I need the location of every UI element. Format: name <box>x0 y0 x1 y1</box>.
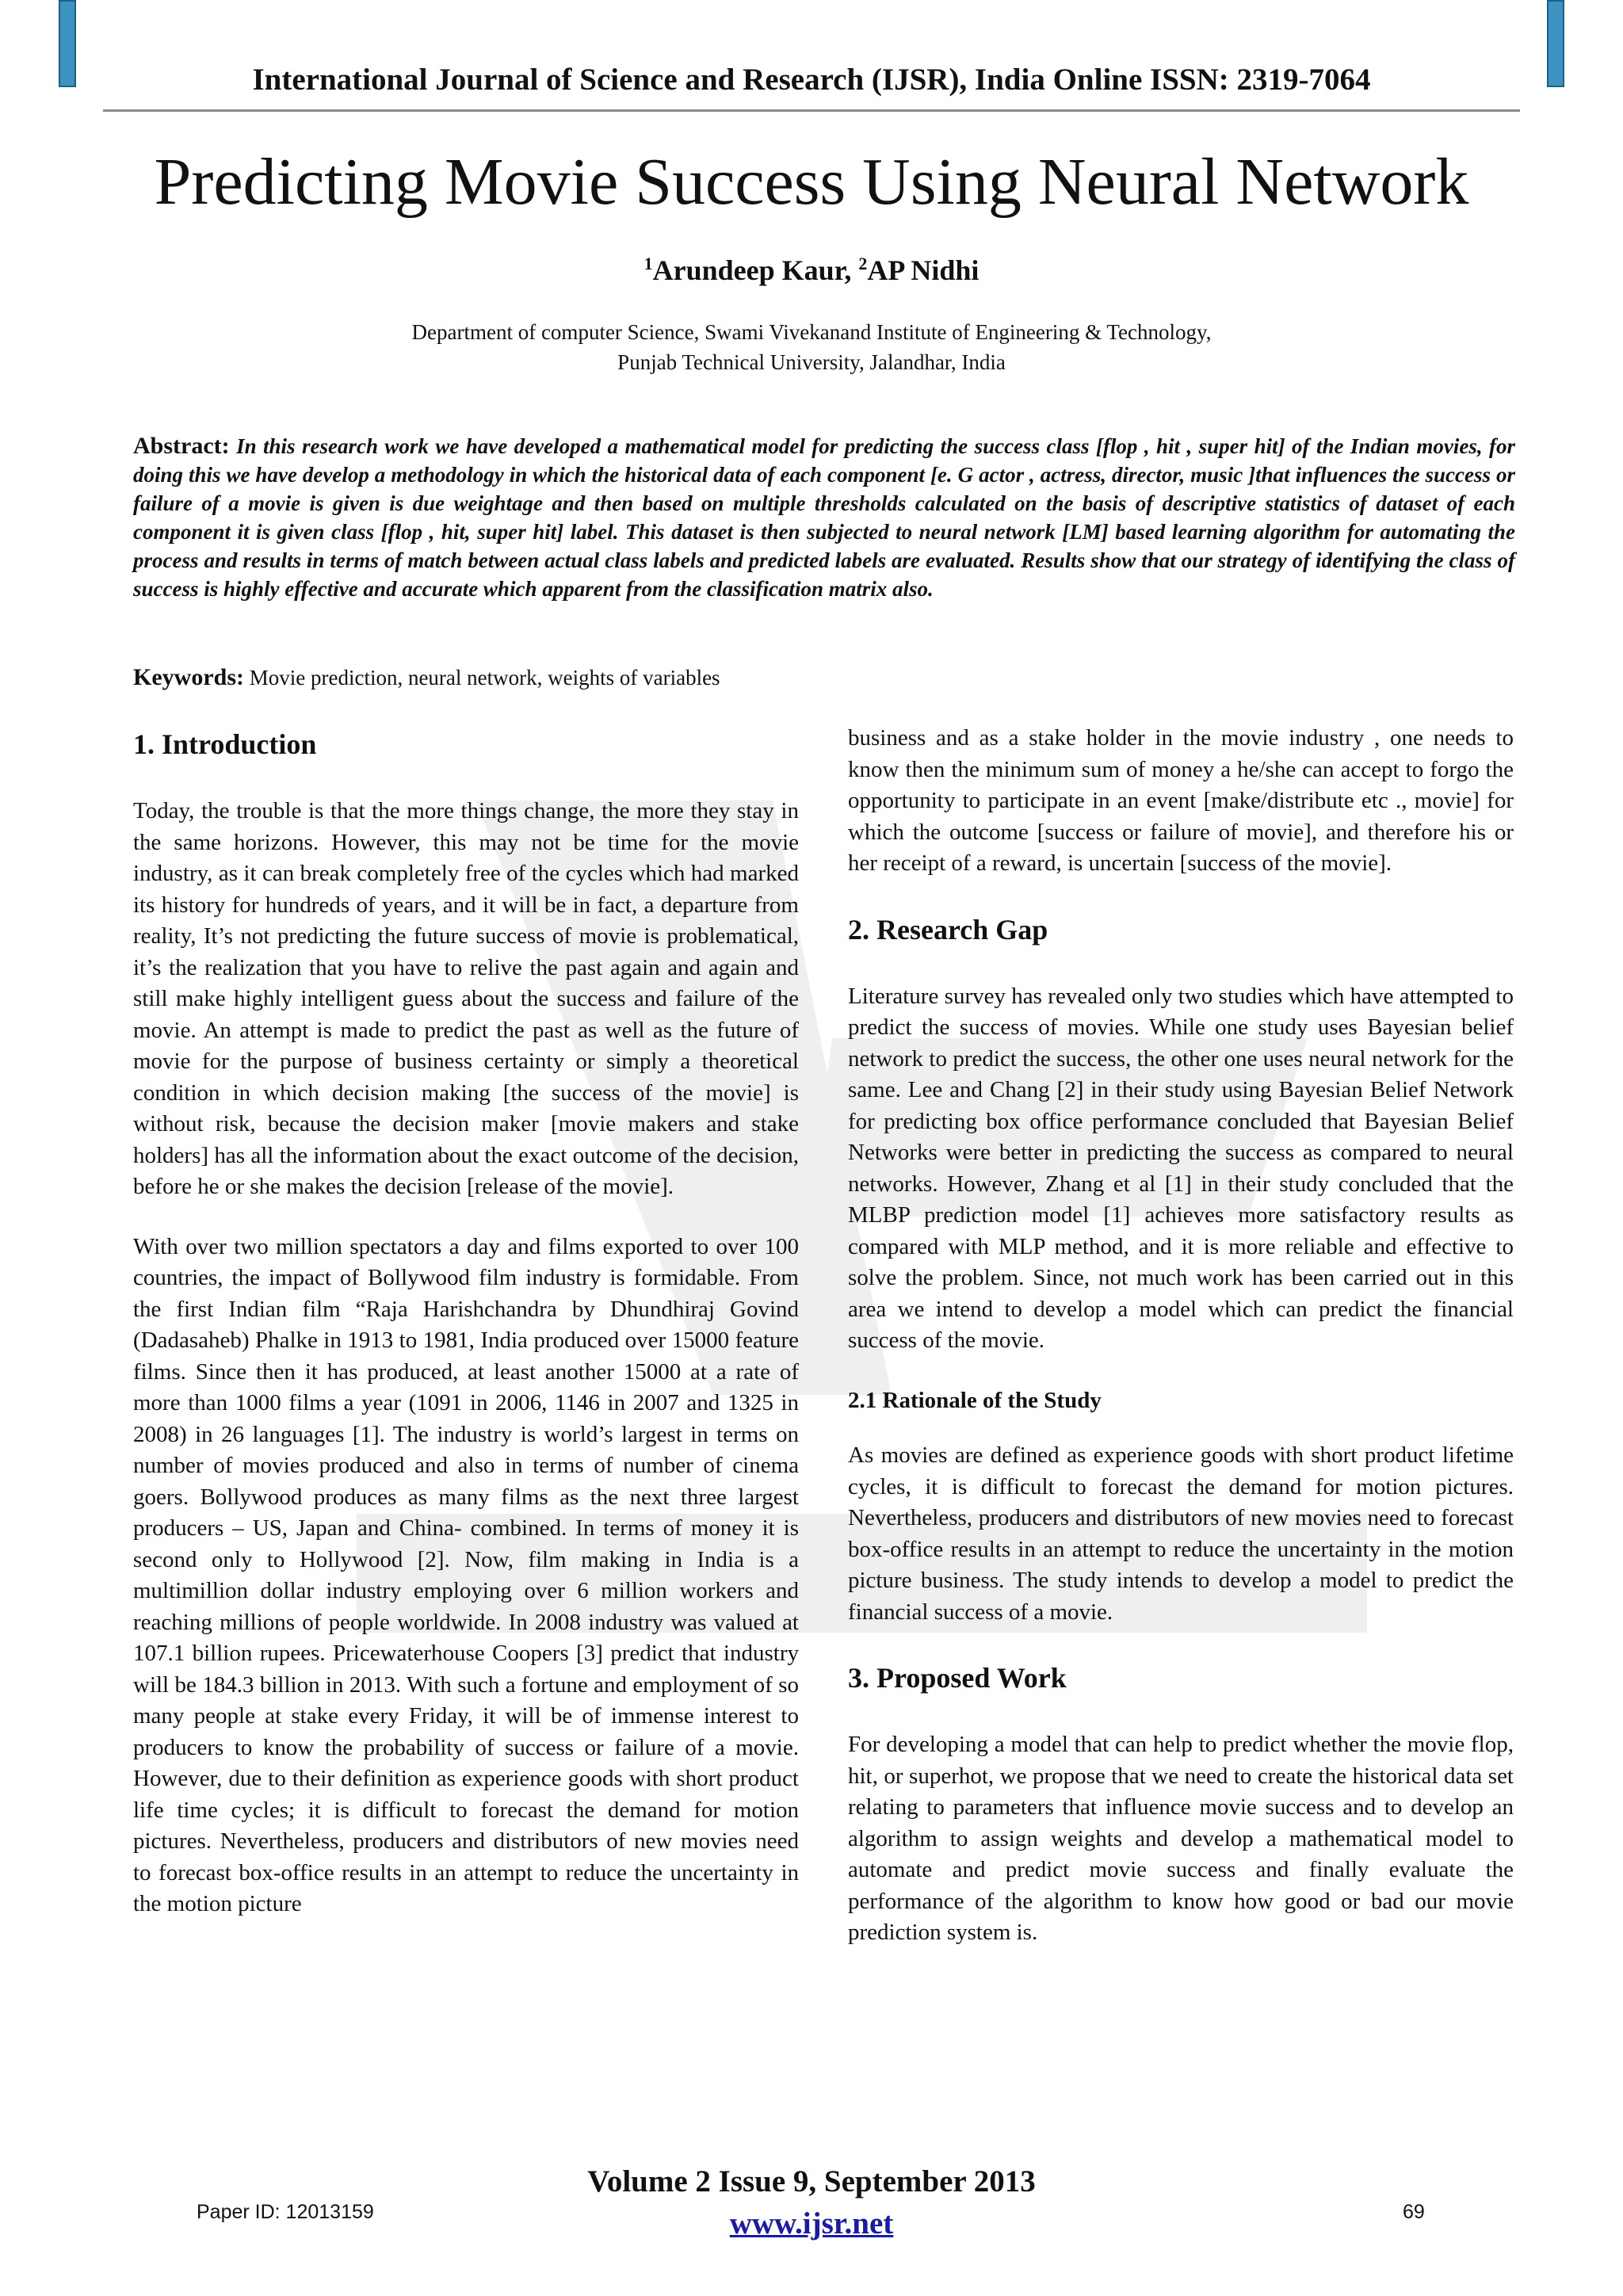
introduction-heading: 1. Introduction <box>133 728 317 760</box>
introduction-paragraph-2: With over two million spectators a day and films exported to over 100 countries, the impact of Bollywood film industry is formidable. From the first Indian film “Raja Harishchandra by Dhundhiraj Govind (Dadasaheb) Phalke in 1913 to 1981, India produced over 15000 feature films. Since then it has produced, at least another 15000 at a rate of more than 1000 films a year (1091 in 2006, 1146 in 2007 and 1325 in 2008) in 26 languages [1]. The industry is world’s largest in terms on number of movies produced and also in terms of number of cinema goers. Bollywood produces as many films as the next three largest producers – US, Japan and China- combined. In terms of money it is second only to Hollywood [2]. Now, film making in India is a multimillion dollar industry employing over 6 million workers and reaching millions of people worldwide. In 2008 industry was valued at 107.1 billion rupees. Pricewaterhouse Coopers [3] predict that industry will be 184.3 billion in 2013. With such a fortune and employment of so many people at stake every Friday, it will be of immense interest to producers to know the probability of success or failure of a movie. However, due to their definition as experience goods with short product life time cycles; it is difficult to forecast the demand for motion pictures. Nevertheless, producers and distributors of new movies need to forecast box-office results in an attempt to reduce the uncertainty in the motion picture <box>133 1233 799 1916</box>
keywords <box>133 664 1515 691</box>
footer-volume: Volume 2 Issue 9, September 2013 <box>587 2164 1036 2199</box>
paper-title: Predicting Movie Success Using Neural Network <box>154 145 1469 219</box>
rationale-paragraph: As movies are defined as experience goods with short product lifetime cycles, it is difficult to forecast the demand for motion pictures. Nevertheless, producers and distributors of new movies need to forecast box-office results in an attempt to reduce the uncertainty in the motion picture business. The study intends to develop a model to predict the financial success of a movie. <box>848 1442 1514 1625</box>
abstract-label: Abstract: <box>133 433 230 459</box>
affiliation-line-1: Department of computer Science, Swami Vivekanand Institute of Engineering & Technology, <box>411 320 1212 344</box>
proposed-work-paragraph: For developing a model that can help to predict whether the movie flop, hit, or superhot, we propose that we need to create the historical data set relating to parameters that influence movie success and to develop an algorithm to assign weights and develop a mathematical model to automate and predict movie success and finally evaluate the performance of the algorithm to know how good or bad our movie prediction system is. <box>848 1732 1514 1945</box>
rationale-heading: 2.1 Rationale of the Study <box>848 1387 1102 1413</box>
keywords-text: Movie prediction, neural network, weights of variables <box>249 666 720 690</box>
research-gap-paragraph: Literature survey has revealed only two studies which have attempted to predict the success of movies. While one study uses Bayesian belief network to predict the success, the other one uses neural network for the same. Lee and Chang [2] in their study using Bayesian Belief Network for predicting box office performance concluded that Bayesian Belief Networks were better in predicting the success as compared to neural networks. However, Zhang et al [1] in their study concluded that the MLBP prediction model [1] achieves more satisfactory results as compared with MLP method, and it is more reliable and effective to solve the problem. Since, not much work has been carried out in this area we intend to develop a model which can predict the financial success of the movie. <box>848 983 1514 1353</box>
authors <box>0 254 1623 287</box>
page-number: 69 <box>1403 2201 1425 2223</box>
proposed-work-heading: 3. Proposed Work <box>848 1662 1067 1694</box>
header-divider <box>103 109 1520 112</box>
introduction-continued: business and as a stake holder in the movie industry , one needs to know then the minimum sum of money a he/she can accept to forgo the opportunity to participate in an event [make/distribute etc ., movie] for which the outcome [success or failure of movie], and therefore his or her receipt of a reward, is uncertain [success of the movie]. <box>848 725 1514 876</box>
paper-id: Paper ID: 12013159 <box>197 2201 374 2223</box>
journal-header: International Journal of Science and Research (IJSR), India Online ISSN: 2319-7064 <box>252 63 1371 97</box>
author2-index: 2 <box>858 254 868 273</box>
footer-website-link[interactable]: www.ijsr.net <box>729 2206 894 2241</box>
keywords-label: Keywords: <box>133 664 244 690</box>
author1: Arundeep Kaur, <box>652 254 859 286</box>
author1-index: 1 <box>643 254 653 273</box>
affiliation <box>0 317 1623 377</box>
research-gap-heading: 2. Research Gap <box>848 913 1048 946</box>
abstract <box>133 432 1515 603</box>
left-column <box>133 723 799 1949</box>
affiliation-line-2: Punjab Technical University, Jalandhar, India <box>617 350 1006 374</box>
abstract-text: In this research work we have developed a mathematical model for predicting the success class [flop , hit , super hit] of the Indian movies, for doing this we have develop a methodology in which the historical data of each component [e. G actor , actress, director, music ]that influences the success or failure of a movie is given is due weightage and then based on multiple thresholds calculated on the basis of descriptive statistics of dataset of each component it is given class [flop , hit, super hit] label. This dataset is then subjected to neural network [LM] based learning algorithm for automating the process and results in terms of match between actual class labels and predicted labels are evaluated. Results show that our strategy of identifying the class of success is highly effective and accurate which apparent from the classification matrix also. <box>133 434 1515 601</box>
introduction-paragraph-1: Today, the trouble is that the more things change, the more they stay in the same horizons. However, this may not be time for the movie industry, as it can break completely free of the cycles which had marked its history for hundreds of years, and it will be in fact, a departure from reality, It’s not predicting the future success of movie is problematical, it’s the realization that you have to relive the past again and again and still make highly intelligent guess about the success and failure of the movie. An attempt is made to predict the past as well as the future of movie for the purpose of business certainty or simply a theoretical condition in which decision making [the success of the movie] is without risk, because the decision maker [movie makers and stake holders] has all the information about the exact outcome of the decision, before he or she makes the decision [release of the movie]. <box>133 798 799 1199</box>
author2: AP Nidhi <box>867 254 980 286</box>
right-column <box>848 723 1514 1977</box>
